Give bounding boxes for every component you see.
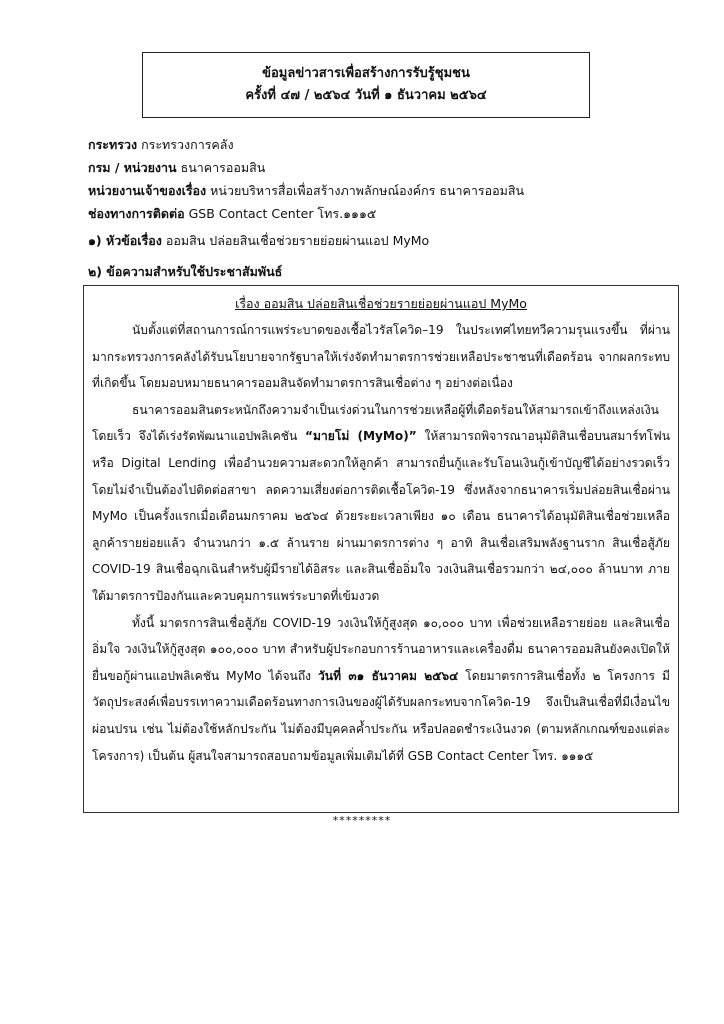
paragraph-2-part-b: ให้สามารถพิจารณาอนุมัติสินเชื่อบนสมาร์ทโฟน หรือ Digital Lending เพื่ออำนวยความสะดวกให้ลูกค้า สามารถยื่นกู้และรับโอนเงินกู้เข้าบัญชีได้อย่างรวดเร็ว โดยไม่จำเป็นต้องไปติดต่อสาขา ลดความเสี่ยงต่อการติดเชื้อโควิด-19 ซึ่งหลังจากธนาคารเริ่มปล่อยสินเชื่อผ่าน MyMo เป็นครั้งแรกเมื่อเดือนมกราคม ๒๕๖๔ ด้วยระยะเวลาเพียง ๑๐ เดือน ธนาคารได้อนุมัติสินเชื่อช่วยเหลือลูกค้ารายย่อยแล้ว จำนวนกว่า ๑.๕ ล้านราย ผ่านมาตรการต่าง ๆ อาทิ สินเชื่อเสริมพลังฐานราก สินเชื่อสู้ภัย COVID-19 สินเชื่อฉุกเฉินสำหรับผู้มีรายได้อิสระ และสินเชื่ออิ่มใจ วงเงินสินเชื่อรวมกว่า ๒๔,๐๐๐ ล้านบาท ภายใต้มาตรการป้องกันและควบคุมการแพร่ระบาดที่เข้มงวด [92,429,670,603]
meta-contact-value: GSB Contact Center โทร.๑๑๑๕ [188,206,377,221]
paragraph-3-part-b: โดยมาตรการสินเชื่อทั้ง ๒ โครงการ มีวัตถุประสงค์เพื่อบรรเทาความเดือดร้อนทางการเงินของผู้ได้รับผลกระทบจากโควิด-19 จึงเป็นสินเชื่อที่มีเงื่อนไขผ่อนปรน เช่น ไม่ต้องใช้หลักประกัน ไม่ต้องมีบุคคลค้ำประกัน หรือปลอดชำระเงินงวด (ตามหลักเกณฑ์ของแต่ละโครงการ) เป็นต้น ผู้สนใจสามารถสอบถามข้อมูลเพิ่มเติมได้ที่ GSB Contact Center โทร. ๑๑๑๕ [92,668,670,763]
paragraph-2 [92,397,670,610]
paragraph-2-part-a: ธนาคารออมสินตระหนักถึงความจำเป็นเร่งด่วนในการช่วยเหลือผู้ที่เดือดร้อนให้สามารถเข้าถึงแหล่งเงินโดยเร็ว จึงได้เร่งรัดพัฒนาแอปพลิเคชัน [92,402,659,444]
header-issue-date: ครั้งที่ ๔๗ / ๒๕๖๔ วันที่ ๑ ธันวาคม ๒๕๖๔ [245,88,487,103]
meta-owner [88,179,668,202]
meta-ministry-value: กระทรวงการคลัง [141,137,234,152]
document-meta [88,133,668,225]
paragraph-3-part-a: ทั้งนี้ มาตรการสินเชื่อสู้ภัย COVID-19 วงเงินให้กู้สูงสุด ๑๐,๐๐๐ บาท เพื่อช่วยเหลือรายย่อย และสินเชื่ออิ่มใจ วงเงินให้กู้สูงสุด ๑๐๐,๐๐๐ บาท สำหรับผู้ประกอบการร้านอาหารและเครื่องดื่ม ธนาคารออมสินยังคงเปิดให้ยื่นขอกู้ผ่านแอปพลิเคชัน MyMo ได้จนถึง [92,615,670,683]
paragraph-1: นับตั้งแต่ที่สถานการณ์การแพร่ระบาดของเชื้อไวรัสโควิด–19 ในประเทศไทยทวีความรุนแรงขึ้น ที่ผ่านมากระทรวงการคลังได้รับนโยบายจากรัฐบาลให้เร่งจัดทำมาตรการช่วยเหลือประชาชนที่เดือดร้อน จากผลกระทบที่เกิดขึ้น โดยมอบหมายธนาคารออมสินจัดทำมาตรการสินเชื่อต่าง ๆ อย่างต่อเนื่อง [92,323,670,391]
meta-contact-label: ช่องทางการติดต่อ [88,206,185,221]
paragraph-2-bold: “มายโม่ (MyMo)” [305,429,417,444]
meta-ministry [88,133,668,156]
paragraph-3-bold: วันที่ ๓๑ ธันวาคม ๒๕๖๔ [318,668,459,683]
meta-department-label: กรม / หน่วยงาน [88,160,177,175]
meta-department [88,156,668,179]
meta-owner-label: หน่วยงานเจ้าของเรื่อง [88,183,207,198]
section-topic-value: ออมสิน ปล่อยสินเชื่อช่วยรายย่อยผ่านแอป MyMo [165,233,430,248]
meta-ministry-label: กระทรวง [88,137,138,152]
header-title: ข้อมูลข่าวสารเพื่อสร้างการรับรู้ชุมชน [262,66,470,81]
meta-contact [88,202,668,225]
meta-department-value: ธนาคารออมสิน [180,160,266,175]
section-pr-title: ๒) ข้อความสำหรับใช้ประชาสัมพันธ์ [88,264,283,279]
paragraph-3 [92,610,670,770]
section-topic [88,229,668,252]
meta-owner-value: หน่วยบริหารสื่อเพื่อสร้างภาพลักษณ์องค์กร ธนาคารออมสิน [210,183,525,198]
pr-content-box [83,285,679,813]
section-topic-label: ๑) หัวข้อเรื่อง [88,233,162,248]
document-header-box [142,52,590,118]
end-marker: ********* [332,814,392,827]
story-title: เรื่อง ออมสิน ปล่อยสินเชื่อช่วยรายย่อยผ่านแอป MyMo [235,296,527,311]
